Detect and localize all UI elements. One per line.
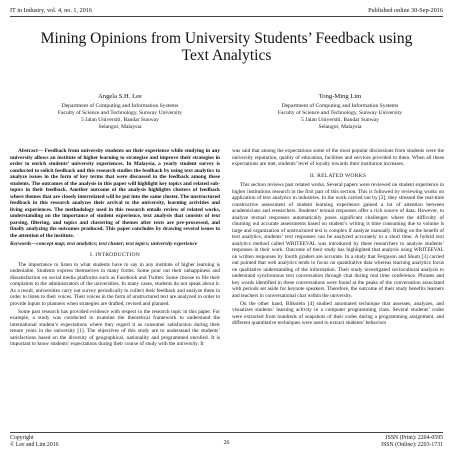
page-number: 26 <box>223 440 230 446</box>
author-city: Selangor, Malaysia <box>318 124 362 130</box>
footer-issn <box>381 435 443 449</box>
author-name: Angela S.H. Lee <box>98 93 142 100</box>
issn-online: ISSN (Online): 2203-1731 <box>381 442 443 448</box>
keywords: Keywords—concept map; text analytics; text cluster; text topics; university experience <box>10 240 198 247</box>
author-faculty: Faculty of Science and Technology, Sunway University <box>57 110 183 116</box>
section-heading-related-works: II. RELATED WORKS <box>309 172 367 179</box>
copyright-label: Copyright <box>10 435 34 441</box>
section-heading-introduction: I. INTRODUCTION <box>90 252 140 258</box>
author-name: Tong-Ming Lim <box>318 93 362 100</box>
footer-divider <box>10 432 443 433</box>
author-department: Department of Computing and Information Systems <box>61 103 179 109</box>
paper-title: Mining Opinions from University Students’ Feedback using Text Analytics <box>40 30 413 64</box>
author-department: Department of Computing and Information Systems <box>281 103 399 109</box>
header-divider <box>10 16 443 17</box>
author-block-2 <box>230 93 450 131</box>
author-address: 5 Jalan Universiti, Bandar Sunway <box>301 117 379 123</box>
journal-header: IT in Industry, vol. 4, no. 1, 2016 <box>10 7 92 14</box>
author-block-1 <box>10 93 230 131</box>
body-paragraph: This section reviews past related works. Several papers were reviewed on student experience in higher institutions research in the first part of this section. This is followed by reviewing works on application of text analytics in industries. In the work carried out by [2], they stressed the real-time constructive assessment of student learning experience gained a lot of attention between academicians and researchers. Students’ textual responses offer a rich source of data. However, to analyze textual responses automatically poses significant challenges where the difficulty of churning out accurate assessments based on student’s writing is time consuming due to volume is large and organization of unstructured text is complex if analyze manually. Riding on the benefit of text analytics, students’ text responses can be analyzed accurately in a short time. A hybrid text analytics method called WRITEEVAL was introduced by these researchers to analyze students’ responses in their work. Outcome of their study has highlighted that analysis using WRITEEVAL on written responses by fourth graders are accurate. In a study that Ferguson and Shum [3] carried out pointed that web analytics tends to focus on quantitative data whereas learning analytics focus on qualitative understanding of the information. Their study investigated sociocultural analysis to understand synchronous text conversation through chat during real time conference. Phrases and key words identified in these conversations were found at the peaks of the conversation associated with periods set aside for keynote speakers. Therefore, the outcome of their study benefits learners and teachers in conversational chat within the university. <box>232 182 444 299</box>
author-address: 5 Jalan Universiti, Bandar Sunway <box>81 117 159 123</box>
left-column <box>10 148 220 349</box>
right-column <box>232 148 444 328</box>
issn-print: ISSN (Print): 2204-0595 <box>385 435 443 441</box>
copyright-holders: © Lee and Lim 2016 <box>10 442 59 448</box>
abstract: Abstract— Feedback from university students on their experience while studying in any university allows an institute of higher learning to strategize and improve their strategies in order to enrich students’ university experiences. In Malaysia, a yearly student survey is conducted to solicit feedback and this research studies the feedback by using text analytics to analyze issues in the form of key terms that were discussed in the feedback among these students. The outcomes of the analysis in this paper will highlight key topics and related sub-topics in their feedback. Another outcome of the analysis highlights clusters of feedback where themes that are closely interrelated will be put into the same cluster. The unstructured feedback in this research analyzes their arrival to the university, learning activities and living experiences. The methodology used in this research entails review of related works, understanding on the importance of student experience, text analysis that consists of text parsing, filtering, and topics and clustering of themes after texts are pre-processed, and finally analyzing the outcomes produced. This paper concludes by drawing several issues to the attention of the institute. <box>10 148 220 239</box>
body-paragraph: The importance to listen to what students have to say in any institute of higher learning is undeniable. Students express themselves in many forms. Some pour out their unhappiness and dissatisfaction on social media platforms such as Facebook and Twitter. Some choose to file their complaints to the administrators of the universities. In many cases, students do not speak about it. As a result, universities carry out survey periodically to collect their feedback and analyze them in order to listen to their voices. Their voices in the form of unstructured text are analyzed in order to provide inputs to planners when strategies are drafted, revised and planned. <box>10 261 220 307</box>
author-city: Selangor, Malaysia <box>98 124 142 130</box>
body-paragraph: was said that among the expectations some of the most popular discussions from students were the university reputation, quality of education, facilities and services provided to them. When all these expectations are met, students’ level of loyalty towards their institution increases. <box>232 148 444 167</box>
body-paragraph: Some past research has provided evidence with respect to the research topic in this paper. For example, a study was conducted to examine the theoretical framework to understand the international student’s expectations where they regard it as consumer satisfaction during their tenure years in the university [1]. The objectives of this study are to understand the students’ satisfactions based on the diversity of geographical, nationality and programmed enrolled. It is important to know students’ expectations during their course of study with the university. It <box>10 308 220 347</box>
published-date: Published online 30-Sep-2016 <box>368 7 443 14</box>
body-paragraph: On the other hand, Blikstein [4] studied automated technique that assesses, analyzes, and visualizes students’ learning activity in a computer programming class. Several students’ codes were extracted from hundreds of snapshots of their codes during a programming assignment, and different quantitative techniques were used to extract students’ behaviors <box>232 300 444 326</box>
author-faculty: Faculty of Science and Technology, Sunway University <box>277 110 403 116</box>
